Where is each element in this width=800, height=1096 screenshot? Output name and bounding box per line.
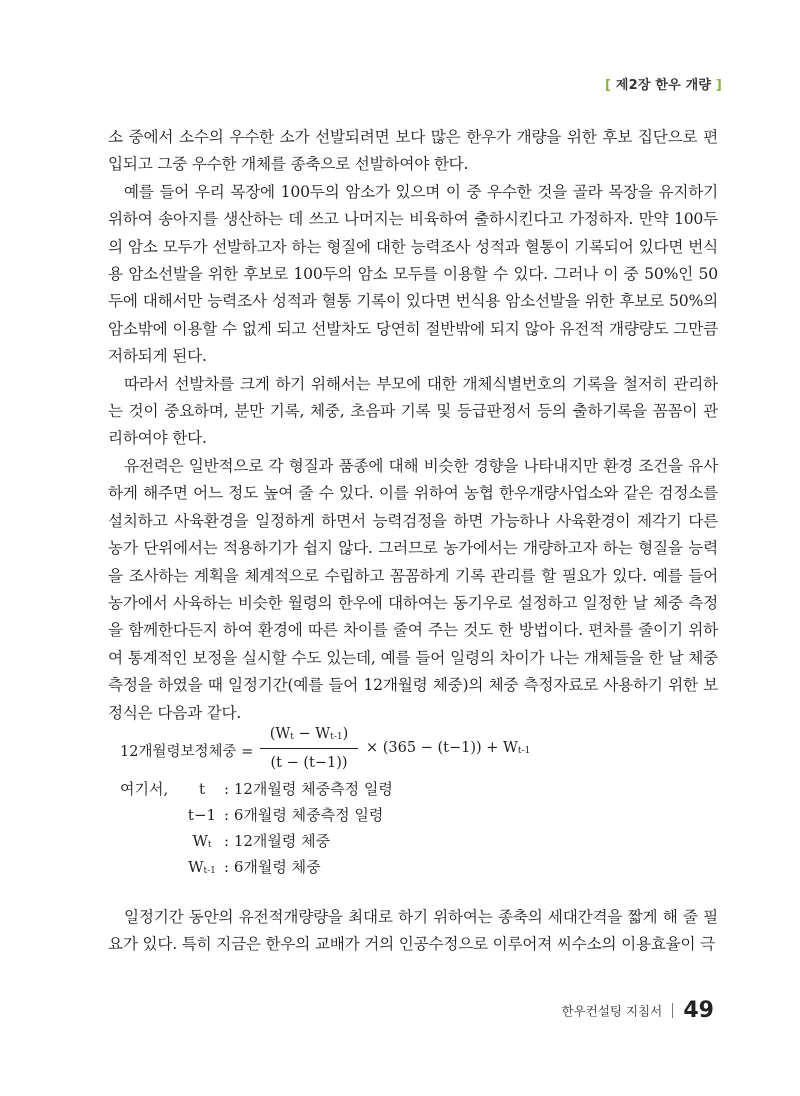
chapter-title: 제2장 한우 개량 [615,78,712,93]
book-title: 한우컨설팅 지침서 [561,1003,663,1019]
paragraph: 따라서 선발차를 크게 하기 위해서는 부모에 대한 개체식별번호의 기록을 철저히 관리하는 것이 중요하며, 분만 기록, 체중, 초음파 기록 및 등급판정서 등의 출하기록을 꼼꼼이 관리하여야 한다. [108,374,718,448]
formula-fraction [260,722,358,775]
header-bracket-open: [ [604,78,612,93]
definition-symbol: t [198,780,206,798]
page-number: 49 [683,998,714,1023]
page-footer [562,998,714,1023]
chapter-header [605,74,722,93]
formula-lhs: 12개월령보정체중 = [120,744,254,760]
definition-symbol: $W_t$ [192,832,212,850]
definition-symbol: $W_{t-1}$ [188,858,216,876]
paragraph: 소 중에서 소수의 우수한 소가 선발되려면 보다 많은 한우가 개량을 위한 후보 집단으로 편입되고 그중 우수한 개체를 종축으로 선발하여야 한다. [108,128,718,174]
paragraph: 일정기간 동안의 유전적개량량을 최대로 하기 위하여는 종축의 세대간격을 짧게 해 줄 필요가 있다. 특히 지금은 한우의 교배가 거의 인공수정으로 이루어져 씨수소의 이용효율이 극 [108,908,718,954]
main-text [108,124,718,727]
formula-numerator: $(W_t - W_{t-1})$ [269,726,349,742]
definition-desc: : 12개월령 체중 [224,832,331,850]
formula-rhs: × $(365 - (t-1)) + W_{t-1}$ [366,740,531,756]
header-bracket-close: ] [715,78,722,93]
definition-desc: : 12개월령 체중측정 일령 [224,780,393,798]
paragraph: 예를 들어 우리 목장에 100두의 암소가 있으며 이 중 우수한 것을 골라 목장을 유지하기 위하여 송아지를 생산하는 데 쓰고 나머지는 비육하여 출하시킨다고 가정하자. 만약 100두의 암소 모두가 선발하고자 하는 형질에 대한 능력조사 성적과 혈통이 기록되어 있다면 번식용 암소선발을 위한 후보로 100두의 암소 모두를 이용할 수 있다. 그러나 이 중 50%인 50두에 대해서만 능력조사 성적과 혈통 기록이 있다면 번식용 암소선발을 위한 후보로 50%의 암소밖에 이용할 수 없게 되고 선발차도 당연히 절반밖에 되지 않아 유전적 개량량도 그만큼 저하되게 된다. [108,182,718,366]
fraction-bar [260,748,358,749]
definitions-intro: 여기서, [120,780,169,798]
definition-symbol: t−1 [187,806,217,824]
definition-desc: : 6개월령 체중측정 일령 [224,806,384,824]
formula-denominator: (t − (t−1)) [270,755,348,771]
definition-desc: : 6개월령 체중 [224,858,321,876]
paragraph: 유전력은 일반적으로 각 형질과 품종에 대해 비슷한 경향을 나타내지만 환경 조건을 유사하게 해주면 어느 정도 높여 줄 수 있다. 이를 위하여 농협 한우개량사업소와 같은 검정소를 설치하고 사육환경을 일정하게 하면서 능력검정을 하면 가능하나 사육환경이 제각기 다른 농가 단위에서는 적용하기가 쉽지 않다. 그러므로 농가에서는 개량하고자 하는 형질을 능력을 조사하는 계획을 체계적으로 수립하고 꼼꼼하게 기록 관리를 할 필요가 있다. 예를 들어 농가에서 사육하는 비슷한 월령의 한우에 대하여는 동기우로 설정하고 일정한 날 체중 측정을 함께한다든지 하여 환경에 따른 차이를 줄여 주는 것도 한 방법이다. 편차를 줄이기 위하여 통계적인 보정을 실시할 수도 있는데, 예를 들어 일령의 차이가 나는 개체들을 한 날 체중 측정을 하였을 때 일정기간(예를 들어 12개월령 체중)의 체중 측정자료로 사용하기 위한 보정식은 다음과 같다. [108,456,718,722]
footer-divider [672,1003,673,1018]
main-text-continued [108,904,718,959]
